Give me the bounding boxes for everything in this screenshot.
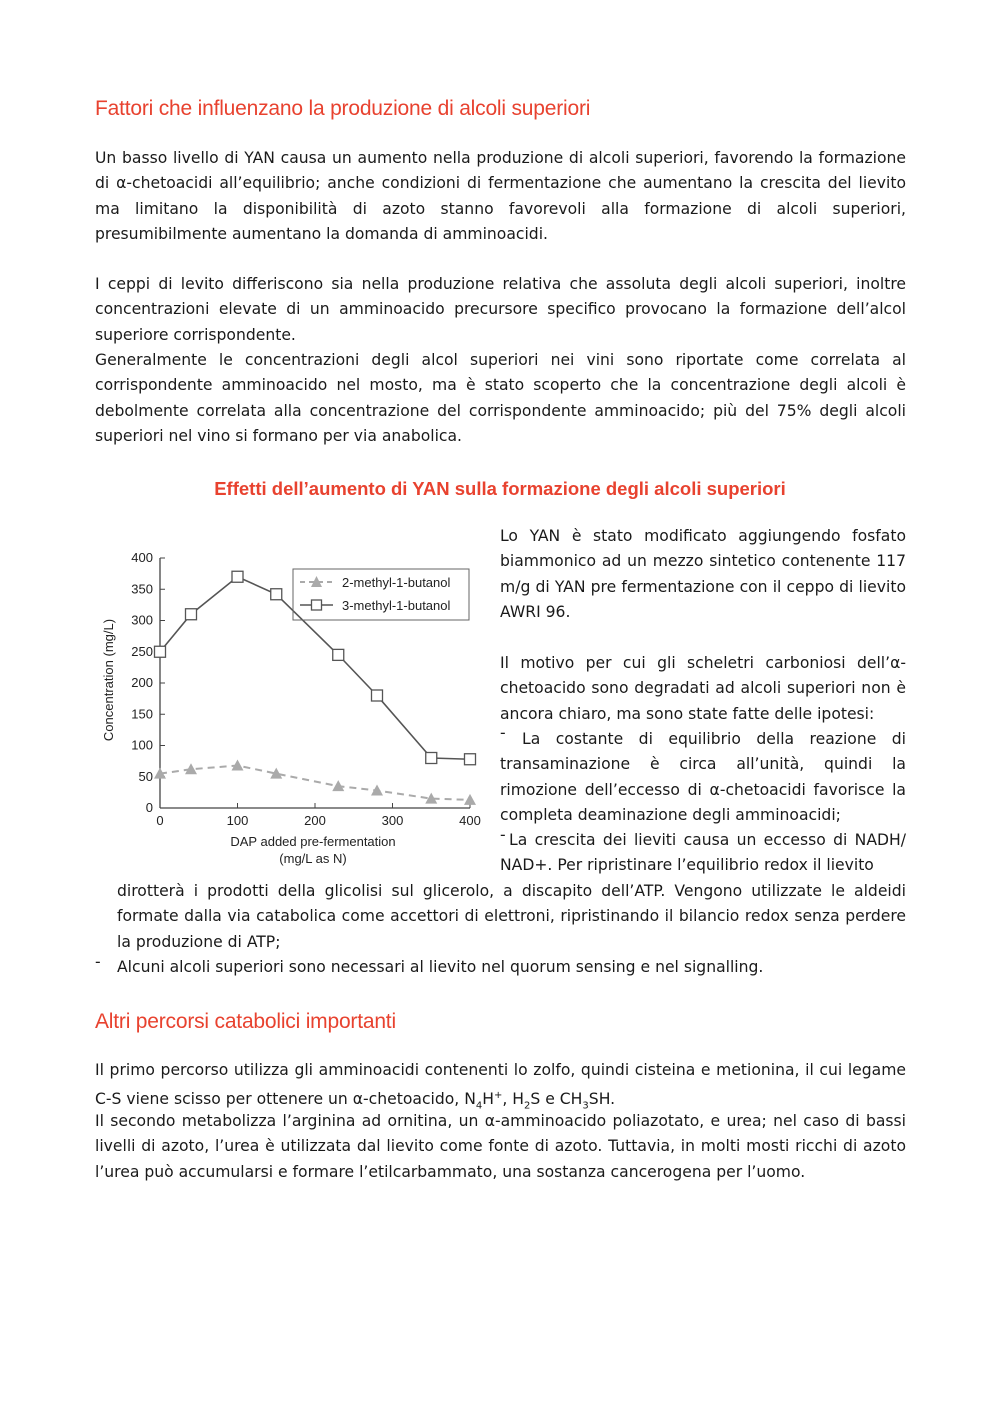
data-point-square: [186, 609, 197, 620]
legend-entry: 2-methyl-1-butanol: [342, 575, 451, 590]
y-tick-label: 250: [131, 643, 153, 659]
hypothesis-item: Alcuni alcoli superiori sono necessari al lievito nel quorum sensing e nel signalling.: [117, 958, 764, 976]
data-point-square: [426, 753, 437, 764]
hypothesis-item: La costante di equilibrio della reazione di transaminazione è circa all’unità, quindi la rimozione dell’eccesso di α-chetoacidi favorisce la completa deaminazione degli amminoacidi;: [500, 730, 906, 825]
line-chart: [95, 530, 485, 880]
data-point-square: [232, 571, 243, 582]
x-tick-label: 300: [381, 813, 404, 828]
chart-axes: [160, 558, 470, 808]
data-point-triangle: [185, 763, 197, 774]
y-tick-label: 400: [131, 550, 153, 565]
section-heading: Fattori che influenzano la produzione di alcoli superiori: [95, 97, 591, 120]
dash-bullet: -: [95, 953, 101, 971]
y-tick-label: 350: [131, 581, 153, 597]
data-point-triangle: [464, 794, 476, 805]
x-tick-label: 100: [226, 813, 249, 828]
y-axis-label: Concentration (mg/L): [101, 618, 116, 742]
paragraph: Generalmente le concentrazioni degli alcol superiori nei vini sono riportate come correlata al corrispondente amminoacido nel mosto, ma è stato scoperto che la concentrazione degli alcoli è debolmente correlata alla concentrazione del corrispondente amminoacido; più del 75% degli alcoli superiori nel vino si formano per via anabolica.: [95, 351, 906, 446]
figure-caption: Lo YAN è stato modificato aggiungendo fosfato biammonico ad un mezzo sintetico contenente 117 m/g di YAN pre fermentazione con il ceppo di lievito AWRI 96.: [500, 527, 906, 622]
paragraph: Il primo percorso utilizza gli amminoacidi contenenti lo zolfo, quindi cisteina e metionina, il cui legame C-S viene scisso per ottenere un α-chetoacido, $N_4H^+$, $H_2S$ e $CH_3SH$.: [95, 1061, 906, 1112]
paragraph: Un basso livello di YAN causa un aumento nella produzione di alcoli superiori, favorendo la formazione di α-chetoacidi all’equilibrio; anche condizioni di fermentazione che aumentano la crescita del lievito ma limitano la disponibilità di azoto stanno favorevoli alla formazione di alcoli superiori, presumibilmente aumentano la domanda di amminoacidi.: [95, 149, 906, 244]
chart-legend: [293, 569, 469, 620]
y-tick-label: 100: [131, 737, 153, 753]
dash-bullet: -: [500, 724, 506, 742]
y-tick-label: 50: [138, 768, 153, 784]
paragraph: Il motivo per cui gli scheletri carboniosi dell’α-chetoacido sono degradati ad alcoli superiori non è ancora chiaro, ma sono state fatte delle ipotesi:: [500, 654, 906, 723]
hypothesis-item-continued: dirotterà i prodotti della glicolisi sul glicerolo, a discapito dell’ATP. Vengono utilizzate le aldeidi formate dalla via catabolica come accettori di elettroni, ripristinando il bilancio redox senza perdere la produzione di ATP;: [117, 882, 906, 951]
legend-entry: 3-methyl-1-butanol: [342, 598, 451, 613]
figure-title: Effetti dell’aumento di YAN sulla formazione degli alcoli superiori: [214, 478, 786, 499]
data-point-square: [465, 754, 476, 765]
hypothesis-item: La crescita dei lieviti causa un eccesso di NADH/ NAD+. Per ripristinare l’equilibrio redox il lievito: [500, 831, 906, 875]
dash-bullet: -: [500, 826, 506, 844]
series-line: [160, 766, 470, 800]
x-axis-label-unit: (mg/L as N): [279, 851, 347, 866]
data-point-square: [333, 649, 344, 660]
data-point-square: [271, 589, 282, 600]
paragraph: I ceppi di levito differiscono sia nella produzione relativa che assoluta degli alcoli superiori, inoltre concentrazioni elevate di un amminoacido precursore specifico provocano la formazione dell’alcol superiore corrispondente.: [95, 275, 906, 344]
data-point-square: [372, 690, 383, 701]
y-tick-label: 300: [131, 612, 153, 628]
x-axis-label: DAP added pre-fermentation: [230, 834, 396, 849]
paragraph: Il secondo metabolizza l’arginina ad ornitina, un α-amminoacido poliazotato, e urea; nel caso di bassi livelli di azoto, l’urea è utilizzata dal lievito come fonte di azoto. Tuttavia, in molti mosti ricchi di azoto l’urea può accumularsi e formare l’etilcarbammato, una sostanza cancerogena per l’uomo.: [95, 1112, 906, 1181]
x-tick-label: 400: [459, 813, 481, 828]
y-tick-label: 200: [131, 675, 153, 690]
data-point-triangle: [371, 785, 383, 796]
x-tick-label: 0: [156, 813, 164, 828]
data-point-square: [155, 646, 166, 657]
chart-ticks: [131, 550, 481, 828]
section-heading: Altri percorsi catabolici importanti: [95, 1010, 396, 1033]
y-tick-label: 0: [145, 800, 153, 815]
legend-square-marker: [312, 600, 322, 610]
x-tick-label: 200: [304, 813, 326, 828]
y-tick-label: 150: [131, 706, 153, 722]
